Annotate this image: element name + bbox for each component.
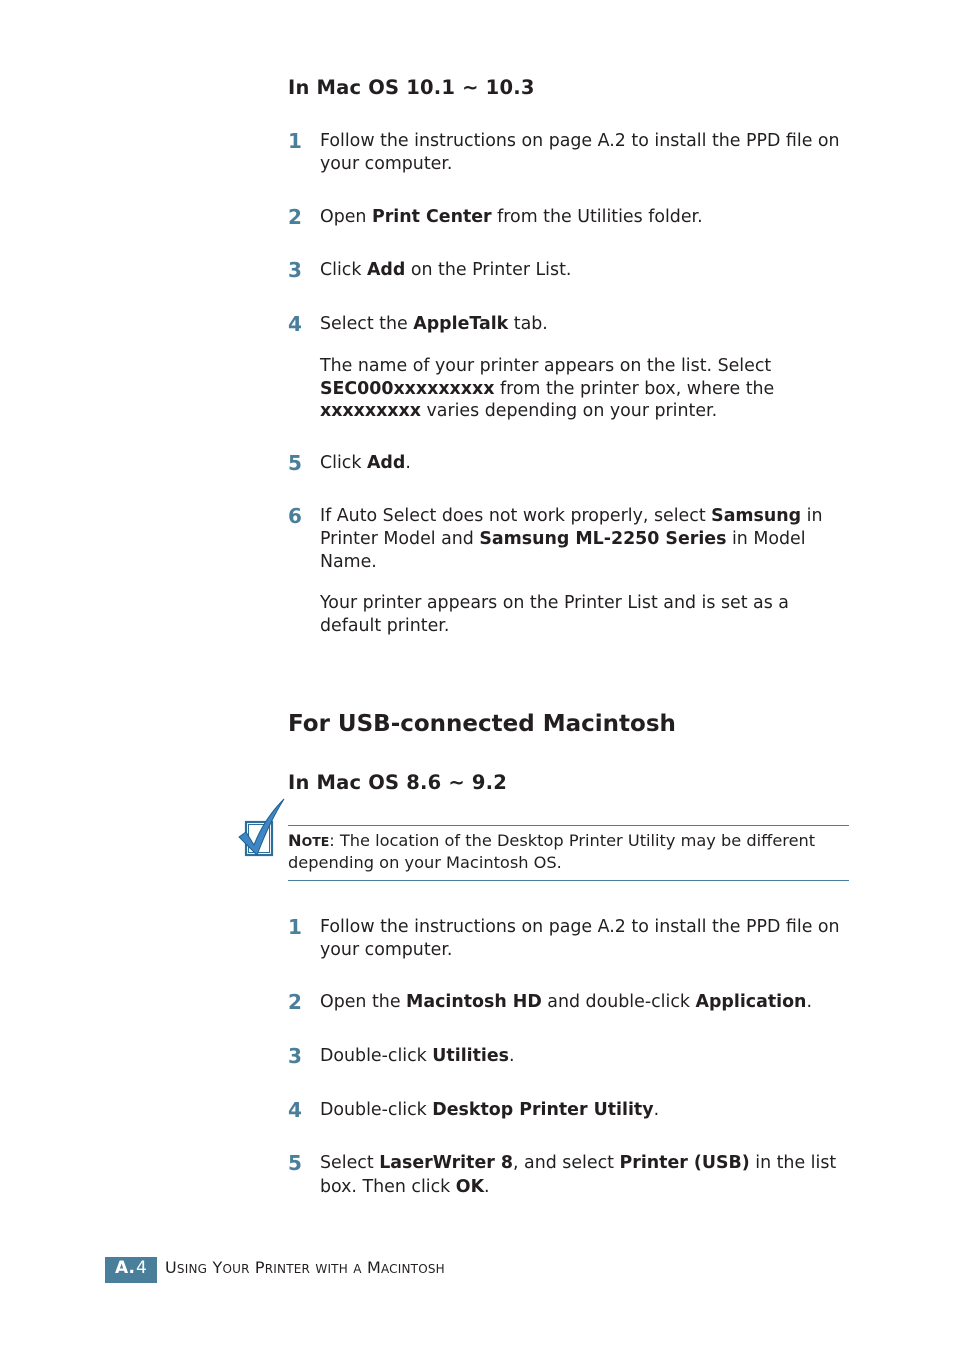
step-extra-text: Your printer appears on the Printer List and is set as a default printer. xyxy=(320,593,789,636)
note-text: NOTE: The location of the Desktop Printer Utility may be different depending on your Macintosh OS. xyxy=(288,831,816,872)
step-text: Follow the instructions on page A.2 to install the PPD file on your computer. xyxy=(320,131,840,174)
step-number: 3 xyxy=(288,1044,302,1068)
step-text: Follow the instructions on page A.2 to install the PPD file on your computer. xyxy=(320,917,840,960)
step-text: Select LaserWriter 8, and select Printer (USB) in the list box. Then click OK. xyxy=(320,1153,837,1197)
step-text: Click Add. xyxy=(320,453,411,473)
step-text: Double-click Utilities. xyxy=(320,1046,515,1066)
step-number: 1 xyxy=(288,915,302,939)
subheading-mac-os-10: In Mac OS 10.1 ~ 10.3 xyxy=(288,76,535,99)
step-number: 5 xyxy=(288,1151,302,1175)
section-title-usb: For USB-connected Macintosh xyxy=(288,711,676,737)
step-number: 6 xyxy=(288,504,302,528)
subheading-mac-os-8: In Mac OS 8.6 ~ 9.2 xyxy=(288,771,508,794)
step-number: 4 xyxy=(288,1098,302,1122)
step-text: Select the AppleTalk tab. xyxy=(320,314,548,334)
step-text: Open the Macintosh HD and double-click Application. xyxy=(320,992,812,1012)
footer-title: USING YOUR PRINTER WITH A MACINTOSH xyxy=(165,1258,445,1277)
step-number: 1 xyxy=(288,129,302,153)
step-extra-text: The name of your printer appears on the list. Select SEC000xxxxxxxxx from the printer box, where the xxxxxxxxx varies depending on your printer. xyxy=(320,356,775,421)
step-text: If Auto Select does not work properly, select Samsung in Printer Model and Samsung ML-2250 Series in Model Name. xyxy=(320,506,823,572)
step-number: 5 xyxy=(288,451,302,475)
page-number-badge: A. 4 xyxy=(105,1257,157,1283)
note-label: NOTE xyxy=(288,831,330,850)
step-number: 2 xyxy=(288,990,302,1014)
step-text: Double-click Desktop Printer Utility. xyxy=(320,1100,660,1120)
step-number: 4 xyxy=(288,312,302,336)
note-top-rule xyxy=(288,825,849,826)
step-text: Open Print Center from the Utilities folder. xyxy=(320,207,703,227)
checkmark-note-icon xyxy=(236,797,288,861)
step-text: Click Add on the Printer List. xyxy=(320,260,572,280)
note-bottom-rule xyxy=(288,880,849,881)
step-number: 3 xyxy=(288,258,302,282)
step-number: 2 xyxy=(288,205,302,229)
